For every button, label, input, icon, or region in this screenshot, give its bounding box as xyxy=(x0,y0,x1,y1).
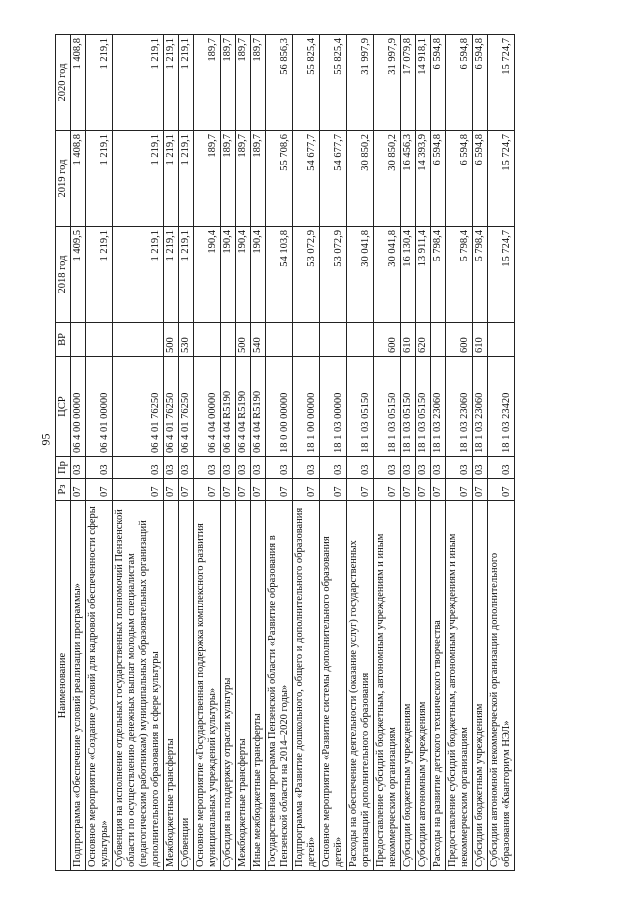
table-row xyxy=(194,34,221,870)
cell-2019: 1 219,1 xyxy=(164,130,179,226)
cell-vr: 540 xyxy=(251,322,266,356)
cell-vr: 500 xyxy=(236,322,251,356)
cell-pr: 03 xyxy=(347,456,374,478)
cell-2018: 54 103,8 xyxy=(266,226,293,322)
cell-csr: 06 4 04 R5190 xyxy=(221,356,236,456)
cell-vr: 610 xyxy=(401,322,416,356)
cell-name: Основное мероприятие «Развитие системы дополнительного образования детей» xyxy=(320,500,347,870)
cell-2020: 1 219,1 xyxy=(179,34,194,130)
cell-rz: 07 xyxy=(71,478,86,500)
header-pr: Пр xyxy=(56,456,71,478)
cell-2018: 190,4 xyxy=(236,226,251,322)
cell-2018: 53 072,9 xyxy=(293,226,320,322)
table-row xyxy=(179,34,194,870)
cell-rz: 07 xyxy=(401,478,416,500)
cell-pr: 03 xyxy=(71,456,86,478)
cell-2020: 15 724,7 xyxy=(488,34,515,130)
cell-2018: 13 911,4 xyxy=(416,226,431,322)
cell-csr: 06 4 01 76250 xyxy=(179,356,194,456)
cell-2019: 189,7 xyxy=(194,130,221,226)
cell-name: Иные межбюджетные трансферты xyxy=(251,500,266,870)
cell-2019: 189,7 xyxy=(251,130,266,226)
cell-csr: 06 4 01 00000 xyxy=(86,356,113,456)
cell-rz: 07 xyxy=(347,478,374,500)
cell-2019: 1 219,1 xyxy=(113,130,164,226)
cell-name: Субсидии бюджетным учреждениям xyxy=(401,500,416,870)
cell-2018: 53 072,9 xyxy=(320,226,347,322)
header-2020: 2020 год xyxy=(56,34,71,130)
cell-pr: 03 xyxy=(431,456,446,478)
cell-2018: 30 041,8 xyxy=(347,226,374,322)
cell-2018: 190,4 xyxy=(251,226,266,322)
cell-csr: 18 1 03 05150 xyxy=(416,356,431,456)
cell-vr: 530 xyxy=(179,322,194,356)
cell-2019: 1 219,1 xyxy=(86,130,113,226)
cell-name: Подпрограмма «Развитие дошкольного, общего и дополнительного образования детей» xyxy=(293,500,320,870)
page-number: 95 xyxy=(38,433,53,446)
cell-rz: 07 xyxy=(266,478,293,500)
cell-2020: 189,7 xyxy=(194,34,221,130)
cell-name: Субсидии бюджетным учреждениям xyxy=(473,500,488,870)
cell-vr: 610 xyxy=(473,322,488,356)
cell-2019: 1 219,1 xyxy=(179,130,194,226)
header-rz: Рз xyxy=(56,478,71,500)
table-row xyxy=(374,34,401,870)
cell-vr: 620 xyxy=(416,322,431,356)
cell-2019: 16 456,3 xyxy=(401,130,416,226)
cell-2018: 5 798,4 xyxy=(473,226,488,322)
cell-2018: 190,4 xyxy=(194,226,221,322)
cell-pr: 03 xyxy=(221,456,236,478)
cell-2020: 56 856,3 xyxy=(266,34,293,130)
cell-name: Субвенция на исполнение отдельных государственных полномочий Пензенской области по осуществлению денежных выплат молодым специалистам (педагогическим работникам) муниципальных образовательных организаций дополнительного образования в сфере культуры xyxy=(113,500,164,870)
cell-2018: 1 219,1 xyxy=(179,226,194,322)
cell-csr: 06 4 01 76250 xyxy=(164,356,179,456)
cell-2018: 5 798,4 xyxy=(446,226,473,322)
table-row xyxy=(164,34,179,870)
cell-2020: 1 408,8 xyxy=(71,34,86,130)
cell-2020: 6 594,8 xyxy=(446,34,473,130)
header-vr: ВР xyxy=(56,322,71,356)
cell-name: Основное мероприятие «Создание условий для кадровой обеспеченности сферы культуры» xyxy=(86,500,113,870)
cell-2020: 31 997,9 xyxy=(347,34,374,130)
cell-2019: 30 850,2 xyxy=(374,130,401,226)
cell-pr: 03 xyxy=(266,456,293,478)
cell-pr: 03 xyxy=(488,456,515,478)
cell-vr xyxy=(488,322,515,356)
cell-vr: 600 xyxy=(446,322,473,356)
cell-2018: 15 724,7 xyxy=(488,226,515,322)
cell-2019: 15 724,7 xyxy=(488,130,515,226)
table-row xyxy=(401,34,416,870)
cell-2020: 6 594,8 xyxy=(473,34,488,130)
cell-2020: 1 219,1 xyxy=(164,34,179,130)
cell-2020: 1 219,1 xyxy=(113,34,164,130)
cell-csr: 18 1 03 23060 xyxy=(431,356,446,456)
cell-2019: 14 393,9 xyxy=(416,130,431,226)
cell-2018: 1 219,1 xyxy=(86,226,113,322)
table-row xyxy=(347,34,374,870)
cell-csr: 18 1 03 05150 xyxy=(401,356,416,456)
cell-vr xyxy=(347,322,374,356)
cell-rz: 07 xyxy=(164,478,179,500)
cell-2019: 1 408,8 xyxy=(71,130,86,226)
cell-2019: 54 677,7 xyxy=(293,130,320,226)
cell-vr xyxy=(293,322,320,356)
cell-csr: 18 1 03 23060 xyxy=(473,356,488,456)
cell-vr xyxy=(266,322,293,356)
table-body xyxy=(71,34,515,870)
header-2018: 2018 год xyxy=(56,226,71,322)
cell-pr: 03 xyxy=(164,456,179,478)
cell-pr: 03 xyxy=(251,456,266,478)
cell-2020: 31 997,9 xyxy=(374,34,401,130)
cell-vr xyxy=(431,322,446,356)
cell-2020: 189,7 xyxy=(236,34,251,130)
cell-csr: 06 4 04 00000 xyxy=(194,356,221,456)
cell-name: Предоставление субсидий бюджетным, автономным учреждениям и иным некоммерческим организациям xyxy=(446,500,473,870)
cell-csr: 18 1 03 00000 xyxy=(320,356,347,456)
cell-name: Субсидии автономной некоммерческой организации дополнительного образования «Кванториум НЭЛ» xyxy=(488,500,515,870)
cell-pr: 03 xyxy=(113,456,164,478)
cell-name: Субсидия на поддержку отрасли культуры xyxy=(221,500,236,870)
cell-vr xyxy=(86,322,113,356)
cell-pr: 03 xyxy=(473,456,488,478)
cell-csr: 18 1 03 05150 xyxy=(374,356,401,456)
cell-2019: 30 850,2 xyxy=(347,130,374,226)
cell-2020: 189,7 xyxy=(251,34,266,130)
cell-2018: 1 219,1 xyxy=(164,226,179,322)
cell-pr: 03 xyxy=(179,456,194,478)
cell-2020: 1 219,1 xyxy=(86,34,113,130)
cell-name: Основное мероприятие «Государственная поддержка комплексного развития муниципальных учреждений культуры» xyxy=(194,500,221,870)
table-row xyxy=(416,34,431,870)
cell-vr: 600 xyxy=(374,322,401,356)
cell-csr: 18 1 03 05150 xyxy=(347,356,374,456)
table-row xyxy=(221,34,236,870)
cell-name: Межбюджетные трансферты xyxy=(236,500,251,870)
cell-vr xyxy=(194,322,221,356)
cell-2018: 16 130,4 xyxy=(401,226,416,322)
cell-rz: 07 xyxy=(431,478,446,500)
cell-pr: 03 xyxy=(446,456,473,478)
table-row xyxy=(446,34,473,870)
cell-pr: 03 xyxy=(416,456,431,478)
cell-rz: 07 xyxy=(293,478,320,500)
table-row xyxy=(488,34,515,870)
cell-name: Субвенции xyxy=(179,500,194,870)
table-row xyxy=(293,34,320,870)
cell-name: Государственная программа Пензенской области «Развитие образования в Пензенской области на 2014–2020 годы» xyxy=(266,500,293,870)
table-row xyxy=(251,34,266,870)
cell-2018: 1 409,5 xyxy=(71,226,86,322)
cell-csr: 06 4 04 R5190 xyxy=(236,356,251,456)
cell-vr xyxy=(113,322,164,356)
cell-2020: 55 825,4 xyxy=(293,34,320,130)
cell-csr: 06 4 01 76250 xyxy=(113,356,164,456)
cell-2019: 189,7 xyxy=(221,130,236,226)
cell-name: Предоставление субсидий бюджетным, автономным учреждениям и иным некоммерческим организациям xyxy=(374,500,401,870)
cell-name: Расходы на развитие детского технического творчества xyxy=(431,500,446,870)
cell-2018: 30 041,8 xyxy=(374,226,401,322)
table-row xyxy=(320,34,347,870)
budget-table xyxy=(55,34,515,871)
cell-csr: 18 1 03 23060 xyxy=(446,356,473,456)
cell-2019: 189,7 xyxy=(236,130,251,226)
cell-pr: 03 xyxy=(194,456,221,478)
cell-2019: 6 594,8 xyxy=(473,130,488,226)
table-row xyxy=(86,34,113,870)
cell-rz: 07 xyxy=(488,478,515,500)
header-2019: 2019 год xyxy=(56,130,71,226)
cell-rz: 07 xyxy=(221,478,236,500)
cell-2018: 1 219,1 xyxy=(113,226,164,322)
cell-pr: 03 xyxy=(293,456,320,478)
cell-rz: 07 xyxy=(194,478,221,500)
table-row xyxy=(266,34,293,870)
cell-2020: 14 918,1 xyxy=(416,34,431,130)
cell-csr: 18 1 00 00000 xyxy=(293,356,320,456)
cell-csr: 18 1 03 23420 xyxy=(488,356,515,456)
header-csr: ЦСР xyxy=(56,356,71,456)
cell-csr: 06 4 00 00000 xyxy=(71,356,86,456)
cell-rz: 07 xyxy=(320,478,347,500)
cell-pr: 03 xyxy=(401,456,416,478)
header-name: Наименование xyxy=(56,500,71,870)
cell-pr: 03 xyxy=(320,456,347,478)
cell-2020: 189,7 xyxy=(221,34,236,130)
cell-name: Подпрограмма «Обеспечение условий реализации программы» xyxy=(71,500,86,870)
cell-rz: 07 xyxy=(113,478,164,500)
cell-vr xyxy=(221,322,236,356)
cell-rz: 07 xyxy=(374,478,401,500)
cell-2020: 6 594,8 xyxy=(431,34,446,130)
cell-2019: 6 594,8 xyxy=(431,130,446,226)
cell-name: Субсидии автономным учреждениям xyxy=(416,500,431,870)
cell-rz: 07 xyxy=(473,478,488,500)
cell-rz: 07 xyxy=(236,478,251,500)
cell-name: Межбюджетные трансферты xyxy=(164,500,179,870)
table-row xyxy=(473,34,488,870)
table-row xyxy=(431,34,446,870)
cell-2018: 5 798,4 xyxy=(431,226,446,322)
cell-vr xyxy=(71,322,86,356)
table-header xyxy=(56,34,71,870)
cell-2020: 55 825,4 xyxy=(320,34,347,130)
budget-table-container xyxy=(55,35,585,871)
cell-vr: 500 xyxy=(164,322,179,356)
cell-csr: 18 0 00 00000 xyxy=(266,356,293,456)
cell-2019: 6 594,8 xyxy=(446,130,473,226)
table-row xyxy=(71,34,86,870)
cell-rz: 07 xyxy=(416,478,431,500)
cell-2019: 55 708,6 xyxy=(266,130,293,226)
cell-rz: 07 xyxy=(179,478,194,500)
table-row xyxy=(113,34,164,870)
header-row xyxy=(56,34,71,870)
cell-rz: 07 xyxy=(251,478,266,500)
cell-pr: 03 xyxy=(86,456,113,478)
cell-csr: 06 4 04 R5190 xyxy=(251,356,266,456)
cell-2019: 54 677,7 xyxy=(320,130,347,226)
cell-rz: 07 xyxy=(446,478,473,500)
table-row xyxy=(236,34,251,870)
cell-2020: 17 079,8 xyxy=(401,34,416,130)
cell-vr xyxy=(320,322,347,356)
cell-2018: 190,4 xyxy=(221,226,236,322)
cell-pr: 03 xyxy=(236,456,251,478)
cell-rz: 07 xyxy=(86,478,113,500)
cell-name: Расходы на обеспечение деятельности (оказание услуг) государственных организаций дополнительного образования xyxy=(347,500,374,870)
cell-pr: 03 xyxy=(374,456,401,478)
